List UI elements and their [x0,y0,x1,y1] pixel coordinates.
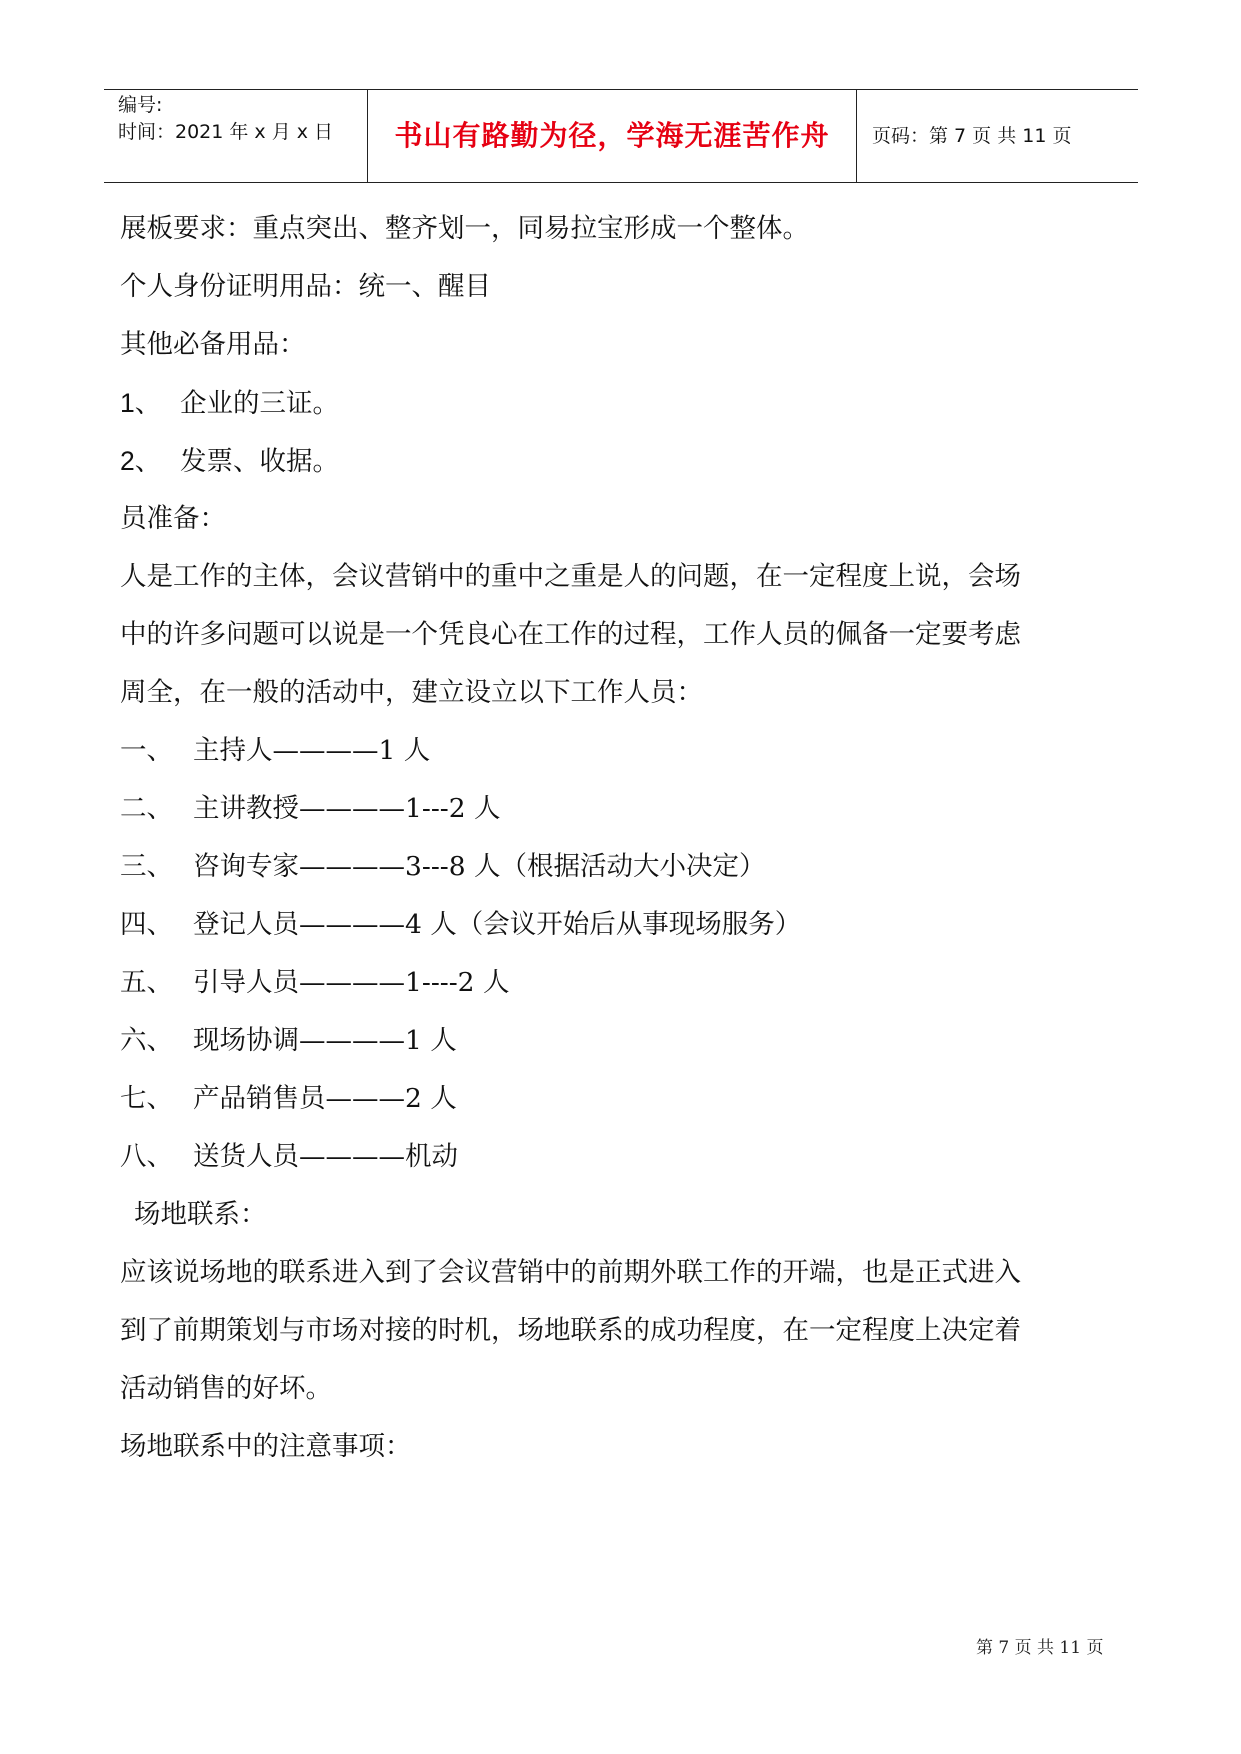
section-heading-venue: 场地联系： [134,1199,267,1230]
paragraph-line: 到了前期策划与市场对接的时机，场地联系的成功程度，在一定程度上决定着 [120,1315,1021,1346]
document-time-label: 时间：2021 年 x 月 x 日 [118,121,334,143]
list-item-text: 发票、收据。 [180,446,339,477]
staff-list-text: 现场协调————1 人 [193,1025,457,1056]
page-footer: 第 7 页 共 11 页 [976,1638,1104,1658]
header-divider [856,90,857,182]
staff-list-text: 登记人员————4 人（会议开始后从事现场服务） [193,909,802,940]
paragraph-other-items: 其他必备用品： [120,329,306,360]
paragraph-line: 应该说场地的联系进入到了会议营销中的前期外联工作的开端，也是正式进入 [120,1257,1021,1288]
list-item-number: 2、 [120,446,162,476]
staff-list-item [120,1021,457,1061]
staff-list-number: 四、 [120,909,173,940]
section-heading-staff: 员准备： [120,503,226,534]
staff-list-number: 七、 [120,1083,173,1114]
list-item [120,441,339,481]
staff-list-number: 六、 [120,1025,173,1056]
staff-list-text: 引导人员————1----2 人 [193,967,510,998]
staff-list-number: 八、 [120,1141,173,1172]
list-item-number: 1、 [120,388,162,418]
staff-list-text: 主讲教授————1---2 人 [193,793,501,824]
staff-list-item [120,905,801,945]
staff-list-text: 送货人员————机动 [193,1141,458,1172]
paragraph-line: 周全，在一般的活动中，建立设立以下工作人员： [120,677,703,708]
document-number-label: 编号: [118,94,163,116]
page-header [104,89,1138,183]
staff-list-text: 主持人————1 人 [193,735,431,766]
staff-list-number: 一、 [120,735,173,766]
staff-list-item [120,1137,458,1177]
staff-list-number: 五、 [120,967,173,998]
staff-list-item [120,847,766,887]
header-page-number: 页码：第 7 页 共 11 页 [872,125,1072,147]
list-item-text: 企业的三证。 [180,388,339,419]
staff-list-item [120,963,509,1003]
staff-list-number: 二、 [120,793,173,824]
section-heading-notes: 场地联系中的注意事项： [120,1431,412,1462]
header-meta [118,92,333,146]
paragraph-line: 中的许多问题可以说是一个凭良心在工作的过程，工作人员的佩备一定要考虑 [120,619,1021,650]
staff-list-item [120,1079,457,1119]
paragraph-line: 人是工作的主体，会议营销中的重中之重是人的问题，在一定程度上说，会场 [120,561,1021,592]
list-item [120,383,339,423]
paragraph-id-items: 个人身份证明用品：统一、醒目 [120,271,491,302]
paragraph-line: 活动销售的好坏。 [120,1373,332,1404]
paragraph-display-board: 展板要求：重点突出、整齐划一，同易拉宝形成一个整体。 [120,213,809,244]
staff-list-text: 咨询专家————3---8 人（根据活动大小决定） [193,851,766,882]
staff-list-number: 三、 [120,851,173,882]
staff-list-item [120,731,430,771]
staff-list-text: 产品销售员———2 人 [193,1083,457,1114]
header-motto: 书山有路勤为径，学海无涯苦作舟 [394,119,830,152]
staff-list-item [120,789,501,829]
